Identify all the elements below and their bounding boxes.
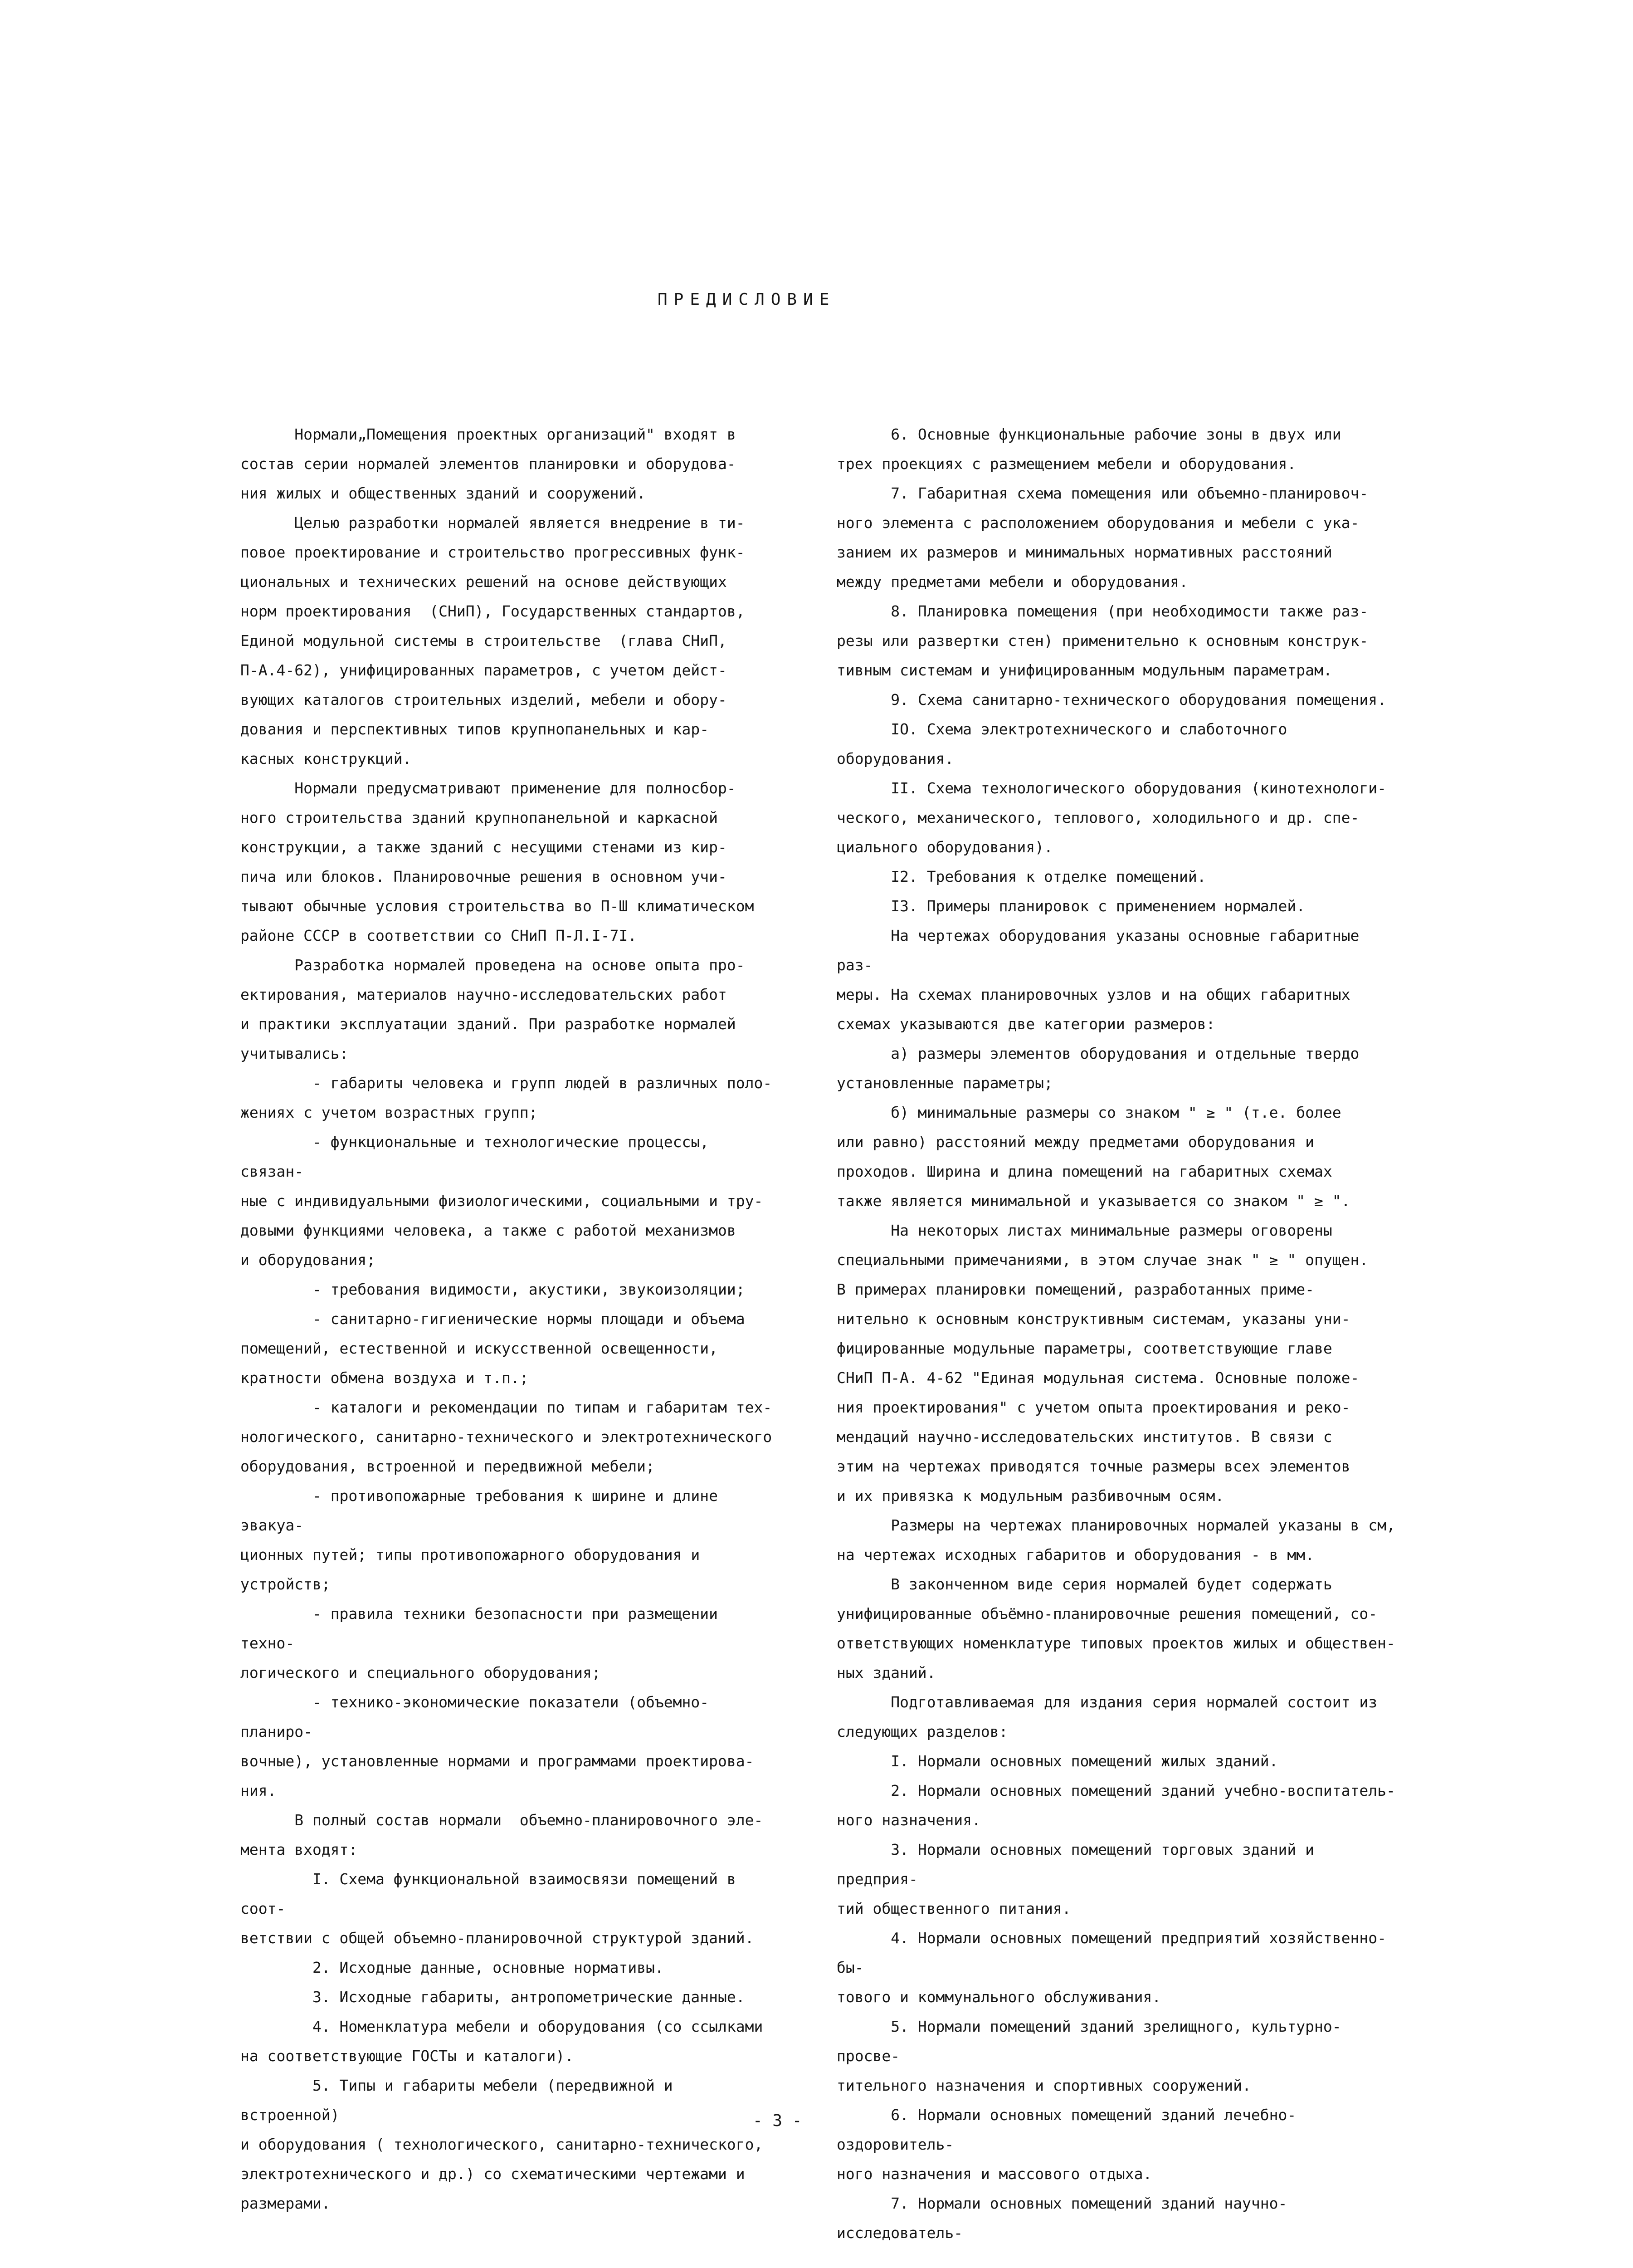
list-item: - каталоги и рекомендации по типам и габаритам тех- нологического, санитарно-технического и электротехнического оборудования, встроенной и передвижной мебели;: [240, 1398, 772, 1475]
list-item: - правила техники безопасности при размещении техно- логического и специального оборудования;: [240, 1605, 718, 1681]
paragraph: Целью разработки нормалей является внедрение в ти- повое проектирование и строительство прогрессивных функ- циональных и технических решений на основе действующих норм проектирования (СНиП), Государственных стандартов, Единой модульной системы в строительстве (глава СНиП, П-А.4-62), унифицированных параметров, с учетом дейст- вующих каталогов строительных изделий, мебели и обору- дования и перспективных типов крупнопанельных и кар- касных конструкций.: [240, 514, 745, 767]
page-number: - 3 -: [753, 2112, 802, 2130]
list-item: 2. Исходные данные, основные нормативы.: [240, 1959, 664, 1976]
list-item: 3. Исходные габариты, антропометрические данные.: [240, 1988, 745, 2006]
list-item: б) минимальные размеры со знаком " ≥ " (т.е. более или равно) расстояний между предметами оборудования и проходов. Ширина и длина помещений на габаритных схемах также является минимальной и указывается со знаком " ≥ ".: [837, 1104, 1350, 1210]
list-item: 5. Нормали помещений зданий зрелищного, культурно-просве- тительного назначения и спортивных сооружений.: [837, 2018, 1341, 2094]
paragraph: На чертежах оборудования указаны основные габаритные раз- меры. На схемах планировочных узлов и на общих габаритных схемах указываются две категории размеров:: [837, 927, 1360, 1033]
list-item: а) размеры элементов оборудования и отдельные твердо установленные параметры;: [837, 1045, 1360, 1092]
list-item: I. Схема функциональной взаимосвязи помещений в соот- ветствии с общей объемно-планировочной структурой зданий.: [240, 1870, 754, 1947]
list-item: 8. Планировка помещения (при необходимости также раз- резы или развертки стен) применительно к основным конструк- тивным системам и унифицированным модульным параметрам.: [837, 602, 1369, 679]
paragraph: В полный состав нормали объемно-планировочного эле- мента входят:: [240, 1811, 763, 1858]
list-item: I2. Требования к отделке помещений.: [837, 868, 1206, 885]
list-item: 7. Габаритная схема помещения или объемно-планировоч- ного элемента с расположением оборудования и мебели с ука- занием их размеров и минимальных нормативных расстояний между предметами мебели и оборудования.: [837, 484, 1369, 591]
paragraph: Разработка нормалей проведена на основе опыта про- ектирования, материалов научно-исследовательских работ и практики эксплуатации зданий. При разработке нормалей учитывались:: [240, 956, 745, 1062]
paragraph: Размеры на чертежах планировочных нормалей указаны в см, на чертежах исходных габаритов и оборудования - в мм.: [837, 1516, 1395, 1564]
list-item: 5. Типы и габариты мебели (передвижной и встроенной) и оборудования ( технологического, санитарно-технического, электротехнического и др.) со схематическими чертежами и размерами.: [240, 2077, 763, 2212]
list-item: 6. Основные функциональные рабочие зоны в двух или трех проекциях с размещением мебели и оборудования.: [837, 425, 1341, 473]
list-item: 6. Нормали основных помещений зданий лечебно-оздоровитель- ного назначения и массового отдыха.: [837, 2106, 1297, 2183]
list-item: 7. Нормали основных помещений зданий научно-исследователь-: [837, 2195, 1287, 2242]
paragraph: Подготавливаемая для издания серия нормалей состоит из следующих разделов:: [837, 1693, 1378, 1740]
list-item: II. Схема технологического оборудования (кинотехнологи- ческого, механического, теплового, холодильного и др. спе- циального оборудования).: [837, 779, 1386, 856]
list-item: 4. Нормали основных помещений предприятий хозяйственно-бы- тового и коммунального обслуживания.: [837, 1929, 1386, 2006]
list-item: 3. Нормали основных помещений торговых зданий и предприя- тий общественного питания.: [837, 1841, 1314, 1917]
list-item: - габариты человека и групп людей в различных поло- жениях с учетом возрастных групп;: [240, 1074, 772, 1121]
list-item: IO. Схема электротехнического и слаботочного оборудования.: [837, 720, 1297, 767]
paragraph: В законченном виде серия нормалей будет содержать унифицированные объёмно-планировочные решения помещений, со- ответствующих номенклатуре типовых проектов жилых и обществен- ных зданий.: [837, 1575, 1395, 1681]
list-item: 9. Схема санитарно-технического оборудования помещения.: [837, 691, 1386, 709]
list-item: - санитарно-гигиенические нормы площади и объема помещений, естественной и искусственной освещенности, кратности обмена воздуха и т.п.;: [240, 1310, 745, 1387]
list-item: - противопожарные требования к ширине и длине эвакуа- ционных путей; типы противопожарного оборудования и устройств;: [240, 1487, 718, 1593]
list-item: I. Нормали основных помещений жилых зданий.: [837, 1752, 1278, 1770]
list-item: 4. Номенклатура мебели и оборудования (со ссылками на соответствующие ГОСТы и каталоги).: [240, 2018, 763, 2065]
paragraph: В примерах планировки помещений, разработанных приме- нительно к основным конструктивным системам, указаны уни- фицированные модульные параметры, соответствующие главе СНиП П-А. 4-62 "Единая модульная система. Основные положе- ния проектирования" с учетом опыта проектирования и реко- мендаций научно-исследовательских институтов. В связи с этим на чертежах приводятся точные размеры всех элементов и их привязка к модульным разбивочным осям.: [837, 1281, 1360, 1505]
page-title: ПРЕДИСЛОВИЕ: [658, 290, 836, 309]
paragraph: Нормали предусматривают применение для полносбор- ного строительства зданий крупнопанельной и каркасной конструкции, а также зданий с несущими стенами из кир- пича или блоков. Планировочные решения в основном учи- тывают обычные условия строительства во П-Ш климатическом районе СССР в соответствии со СНиП П-Л.I-7I.: [240, 779, 754, 944]
list-item: I3. Примеры планировок с применением нормалей.: [837, 897, 1306, 915]
left-column: [240, 420, 775, 2218]
list-item: - технико-экономические показатели (объемно-планиро- вочные), установленные нормами и программами проектирова- ния.: [240, 1693, 754, 1799]
list-item: - требования видимости, акустики, звукоизоляции;: [240, 1281, 745, 1298]
right-column: [837, 420, 1399, 2248]
list-item: - функциональные и технологические процессы, связан- ные с индивидуальными физиологическими, социальными и тру- довыми функциями человека, а также с работой механизмов и оборудования;: [240, 1133, 763, 1269]
paragraph: Нормали„Помещения проектных организаций" входят в состав серии нормалей элементов планировки и оборудова- ния жилых и общественных зданий и сооружений.: [240, 425, 736, 502]
list-item: 2. Нормали основных помещений зданий учебно-воспитатель- ного назначения.: [837, 1782, 1395, 1829]
paragraph: На некоторых листах минимальные размеры оговорены специальными примечаниями, в этом случае знак " ≥ " опущен.: [837, 1222, 1369, 1269]
